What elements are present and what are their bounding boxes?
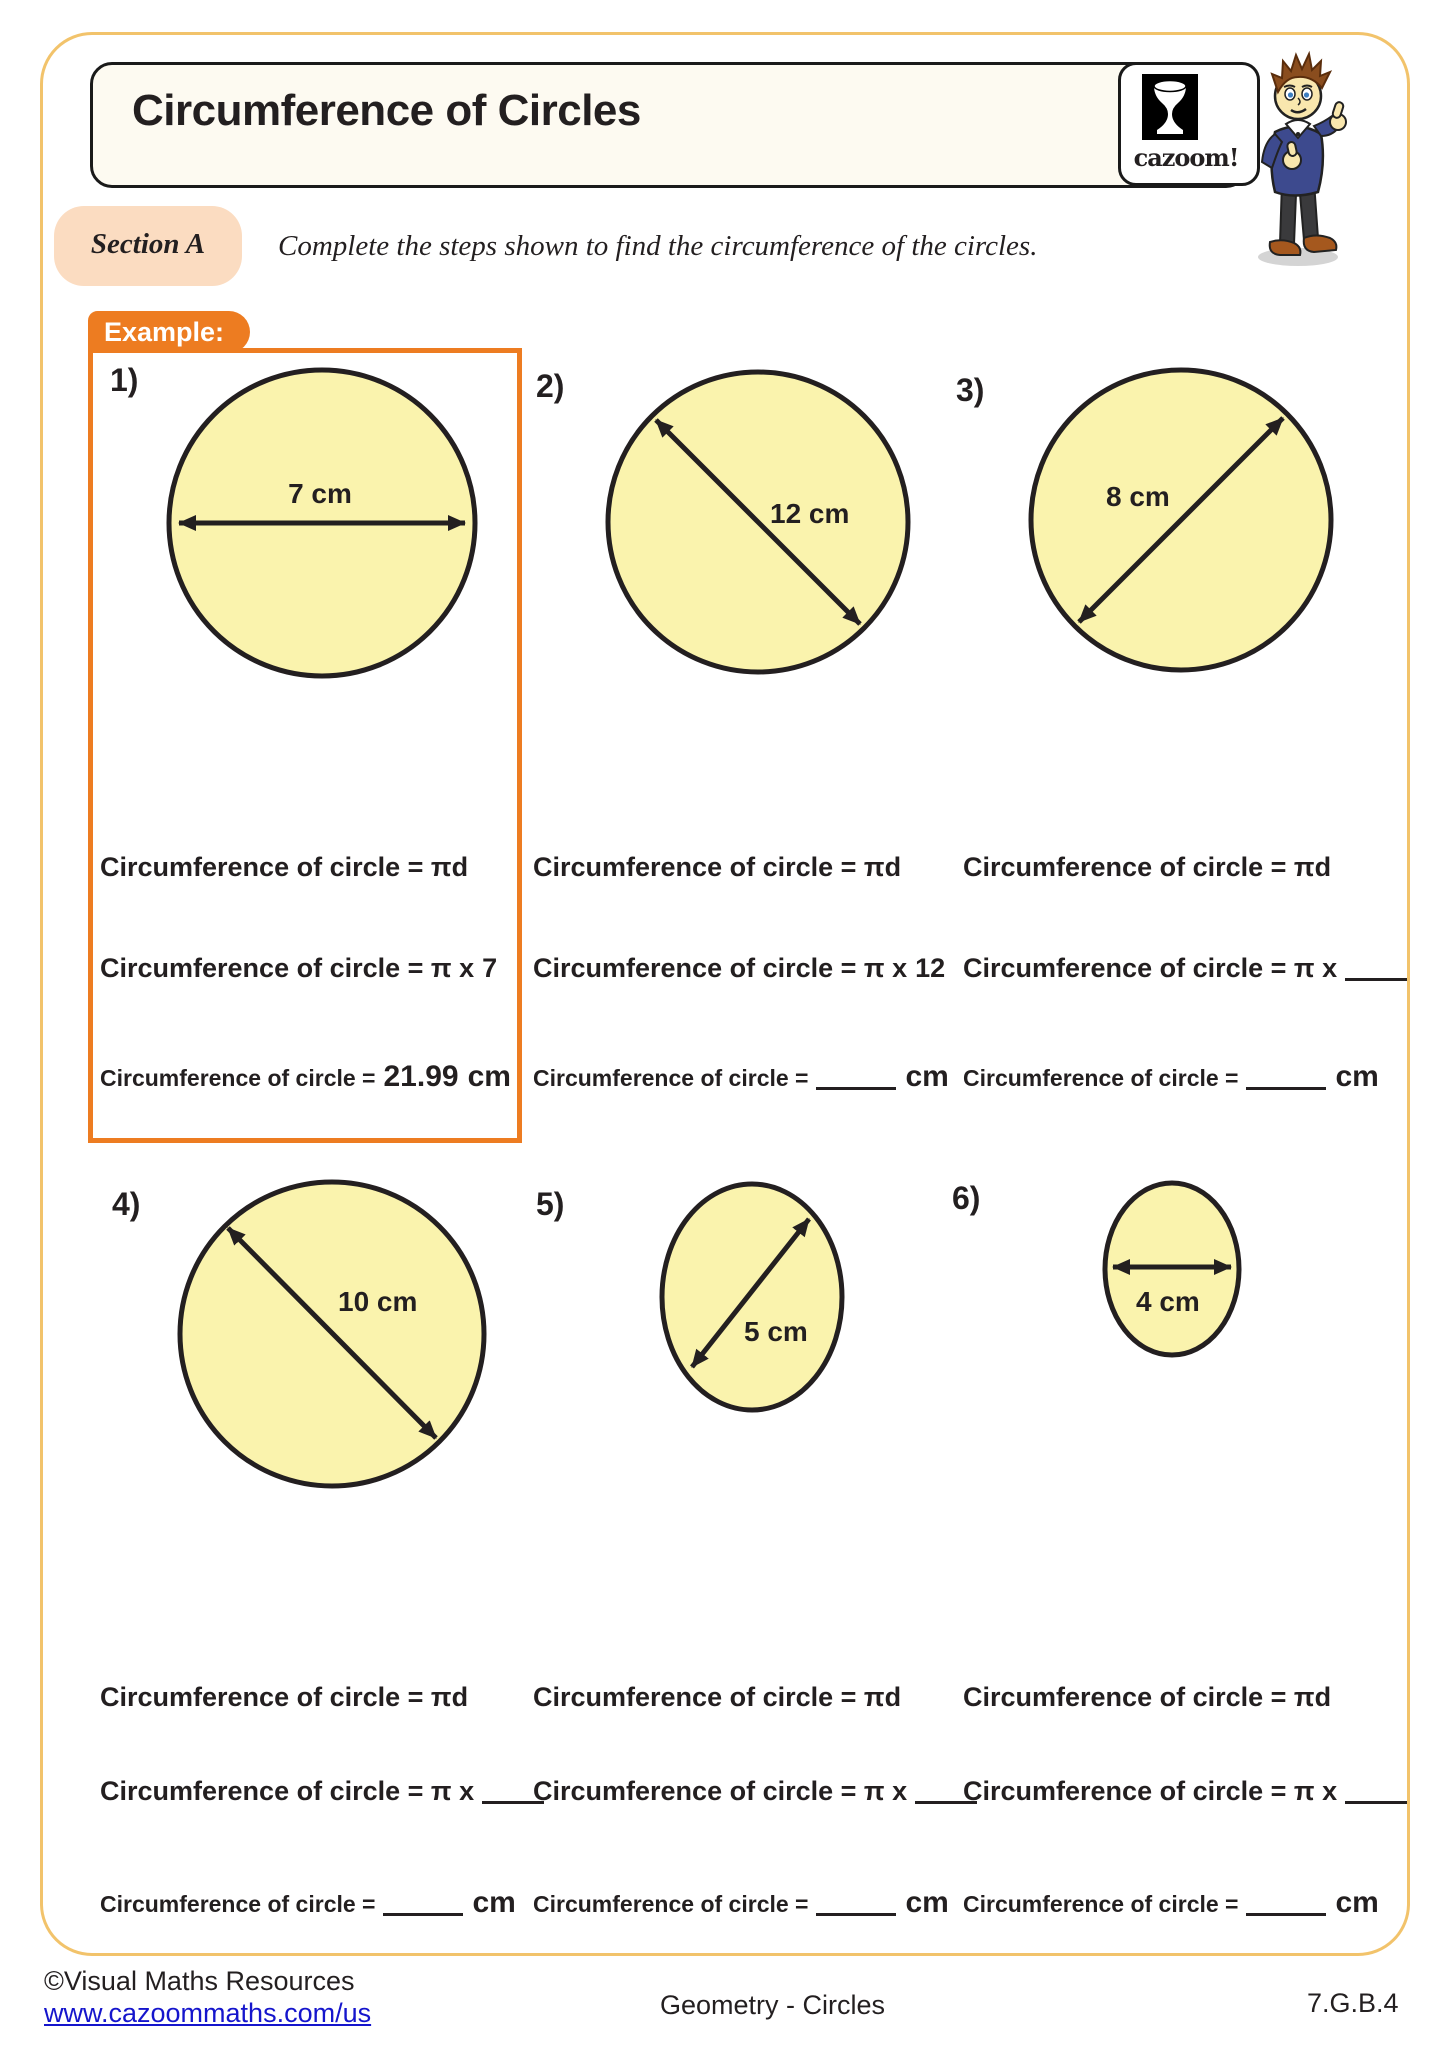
problem-4-number: 4) xyxy=(112,1186,141,1222)
problem-6-formula-3 xyxy=(963,1886,1379,1920)
problem-6-formula-1: Circumference of circle = πd xyxy=(963,1682,1332,1712)
website-link[interactable]: www.cazoommaths.com/us xyxy=(44,1998,372,2028)
problem-6-circle xyxy=(1099,1177,1245,1361)
mascot-boy-icon xyxy=(1242,44,1354,272)
problem-1-number: 1) xyxy=(110,362,139,398)
problem-4-formula-2 xyxy=(100,1776,544,1807)
problem-1-circle xyxy=(161,362,483,684)
answer-blank[interactable] xyxy=(816,1087,896,1090)
unit-label: cm xyxy=(905,1886,949,1919)
unit-label: cm xyxy=(467,1060,511,1093)
problem-5-diameter-label: 5 cm xyxy=(744,1316,808,1347)
copyright-text: ©Visual Maths Resources xyxy=(44,1966,355,1996)
formula-prefix: Circumference of circle = π x xyxy=(100,1776,475,1806)
footer-topic-label: Geometry - Circles xyxy=(660,1990,886,2020)
answer-blank[interactable]: 12 xyxy=(915,953,946,983)
problem-5-formula-1: Circumference of circle = πd xyxy=(533,1682,902,1712)
problem-3-formula-1: Circumference of circle = πd xyxy=(963,852,1332,882)
problem-6-number: 6) xyxy=(952,1180,981,1216)
problem-4-formula-3 xyxy=(100,1886,516,1920)
unit-label: cm xyxy=(1335,1060,1379,1093)
formula-prefix: Circumference of circle = π x xyxy=(963,953,1338,983)
answer-blank[interactable] xyxy=(1345,1801,1407,1804)
problem-1-diameter-label: 7 cm xyxy=(288,478,352,509)
section-a-label: Section A xyxy=(90,228,206,260)
formula-prefix: Circumference of circle = xyxy=(100,1891,376,1917)
formula-prefix: Circumference of circle = π x xyxy=(100,953,475,983)
problem-6-diameter-label: 4 cm xyxy=(1136,1286,1200,1317)
unit-label: cm xyxy=(1335,1886,1379,1919)
problem-1-formula-3 xyxy=(100,1060,511,1094)
unit-label: cm xyxy=(472,1886,516,1919)
problem-3-diameter-label: 8 cm xyxy=(1106,481,1170,512)
formula-prefix: Circumference of circle = xyxy=(533,1891,809,1917)
problem-4-formula-1: Circumference of circle = πd xyxy=(100,1682,469,1712)
answer-blank[interactable] xyxy=(1345,978,1407,981)
formula-prefix: Circumference of circle = π x xyxy=(963,1776,1338,1806)
standard-code-label: 7.G.B.4 xyxy=(1307,1988,1399,2018)
problem-6-formula-2 xyxy=(963,1776,1407,1807)
answer-blank[interactable] xyxy=(1246,1087,1326,1090)
answer-blank[interactable]: 21.99 xyxy=(383,1060,459,1093)
problem-3-circle xyxy=(1023,362,1339,678)
problem-2-diameter-label: 12 cm xyxy=(770,498,850,529)
problem-5-number: 5) xyxy=(536,1186,565,1222)
page-title: Circumference of Circles xyxy=(132,86,641,135)
problem-1-formula-2 xyxy=(100,953,497,984)
answer-blank[interactable] xyxy=(383,1913,463,1916)
answer-blank[interactable]: 7 xyxy=(482,953,498,983)
problem-1-formula-1: Circumference of circle = πd xyxy=(100,852,469,882)
section-instruction: Complete the steps shown to find the circumference of the circles. xyxy=(278,230,1038,262)
problem-2-circle xyxy=(600,364,916,680)
formula-prefix: Circumference of circle = xyxy=(533,1065,809,1091)
formula-prefix: Circumference of circle = π x xyxy=(533,953,908,983)
problem-2-formula-2 xyxy=(533,953,945,984)
unit-label: cm xyxy=(905,1060,949,1093)
cazoom-drum-icon xyxy=(1142,74,1198,140)
example-label: Example: xyxy=(103,317,225,347)
logo-wordmark: cazoom! xyxy=(1133,143,1239,172)
problem-4-circle xyxy=(174,1176,490,1492)
problem-5-formula-3 xyxy=(533,1886,949,1920)
formula-prefix: Circumference of circle = xyxy=(963,1891,1239,1917)
problem-2-formula-1: Circumference of circle = πd xyxy=(533,852,902,882)
problem-5-formula-2 xyxy=(533,1776,977,1807)
answer-blank[interactable] xyxy=(1246,1913,1326,1916)
formula-prefix: Circumference of circle = π x xyxy=(533,1776,908,1806)
problem-4-diameter-label: 10 cm xyxy=(338,1286,418,1317)
formula-prefix: Circumference of circle = xyxy=(963,1065,1239,1091)
problem-3-formula-2 xyxy=(963,953,1407,984)
problem-2-number: 2) xyxy=(536,368,565,404)
problem-2-formula-3 xyxy=(533,1060,949,1094)
problem-5-circle xyxy=(656,1178,848,1416)
formula-prefix: Circumference of circle = xyxy=(100,1065,376,1091)
problem-3-formula-3 xyxy=(963,1060,1379,1094)
answer-blank[interactable] xyxy=(816,1913,896,1916)
problem-3-number: 3) xyxy=(956,372,985,408)
